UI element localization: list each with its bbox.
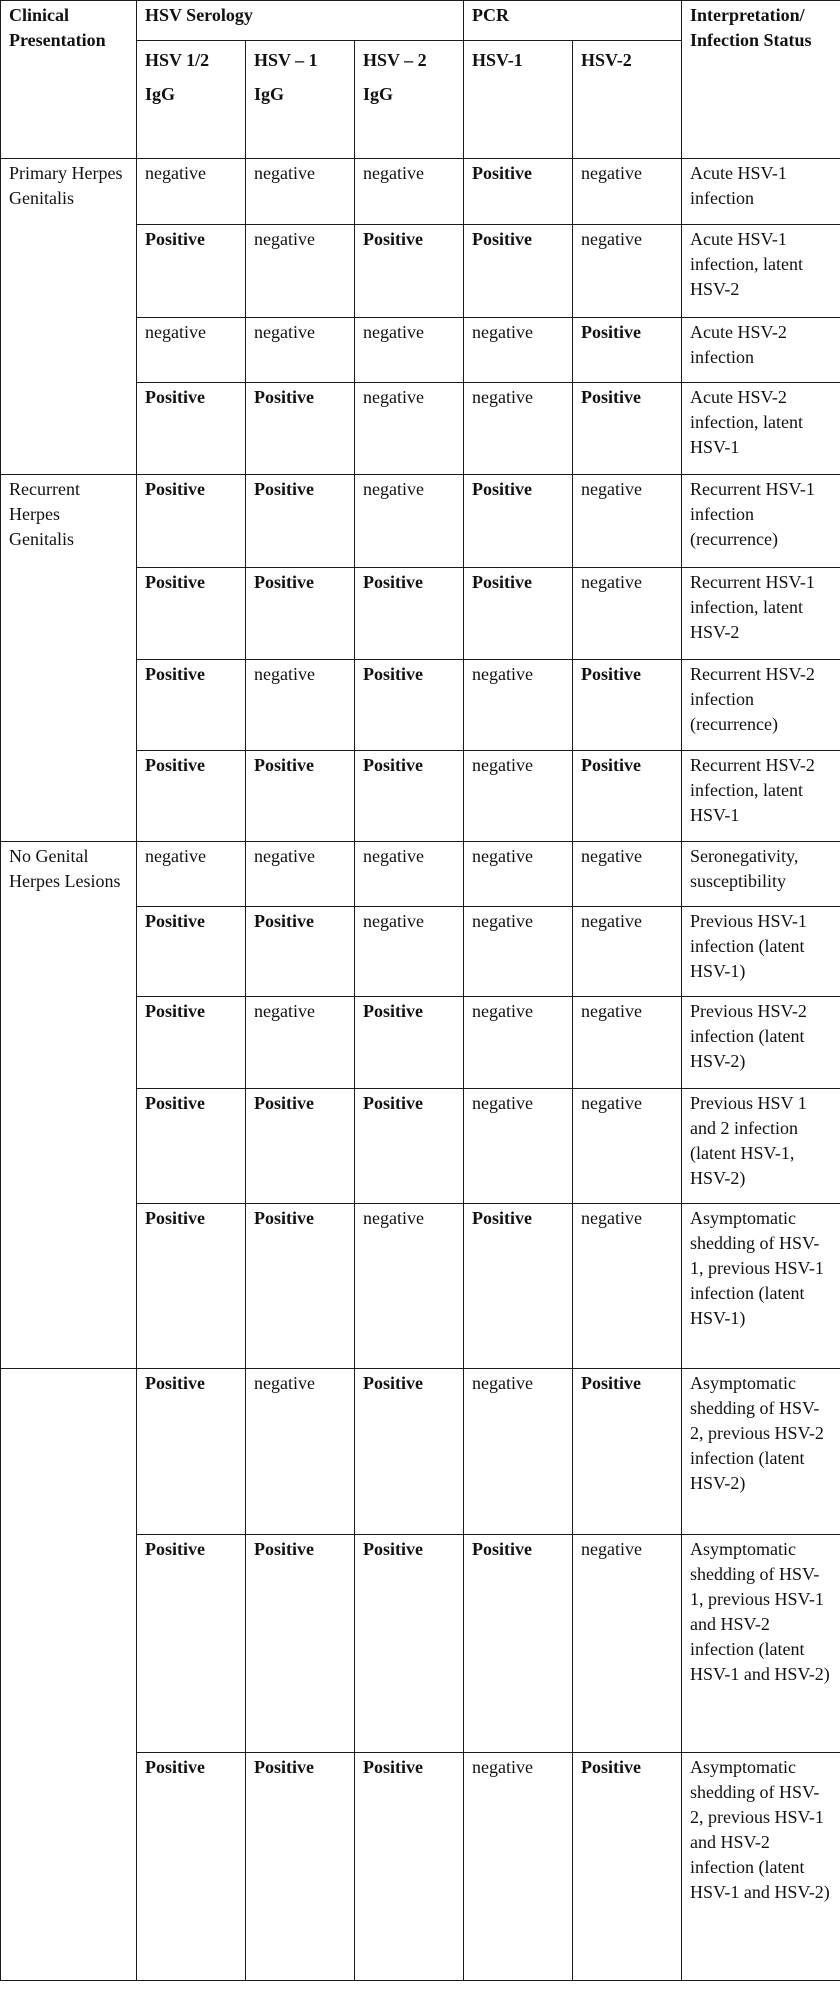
hsv1-igg-cell: Positive — [246, 568, 355, 660]
pcr-hsv1-cell: negative — [464, 1369, 573, 1535]
hsv2-igg-cell: Positive — [355, 1089, 464, 1204]
hsv12-igg-cell: Positive — [137, 475, 246, 568]
interpretation-cell: Acute HSV-2 infection — [682, 318, 840, 383]
pcr-hsv1-cell: negative — [464, 751, 573, 842]
pcr-hsv2-cell: Positive — [573, 1753, 682, 1981]
pcr-hsv1-cell: negative — [464, 1753, 573, 1981]
clinical-presentation-cell: Recurrent Herpes Genitalis — [1, 475, 137, 842]
pcr-hsv1-cell: Positive — [464, 475, 573, 568]
hsv2-igg-cell: Positive — [355, 997, 464, 1089]
hsv1-igg-cell: negative — [246, 225, 355, 318]
hsv2-igg-cell: Positive — [355, 1753, 464, 1981]
pcr-hsv1-cell: Positive — [464, 225, 573, 318]
pcr-hsv1-cell: negative — [464, 660, 573, 751]
hsv2-igg-cell: Positive — [355, 225, 464, 318]
hsv1-igg-cell: negative — [246, 842, 355, 907]
pcr-hsv2-cell: Positive — [573, 751, 682, 842]
pcr-hsv2-cell: Positive — [573, 660, 682, 751]
hsv2-igg-cell: negative — [355, 907, 464, 997]
clinical-presentation-cell: Primary Herpes Genitalis — [1, 159, 137, 475]
pcr-hsv1-cell: Positive — [464, 568, 573, 660]
table-body — [1, 159, 840, 1981]
pcr-hsv1-cell: negative — [464, 842, 573, 907]
header-pcr-hsv1: HSV-1 — [464, 41, 573, 159]
interpretation-cell: Asymptomatic shedding of HSV-2, previous HSV-2 infection (latent HSV-2) — [682, 1369, 840, 1535]
header-pcr-hsv2: HSV-2 — [573, 41, 682, 159]
header-clinical-presentation: Clinical Presentation — [1, 1, 137, 159]
hsv1-igg-cell: Positive — [246, 383, 355, 475]
header-hsv-serology: HSV Serology — [137, 1, 464, 41]
interpretation-cell: Previous HSV-2 infection (latent HSV-2) — [682, 997, 840, 1089]
pcr-hsv2-cell: negative — [573, 568, 682, 660]
pcr-hsv2-cell: Positive — [573, 318, 682, 383]
pcr-hsv2-cell: negative — [573, 997, 682, 1089]
interpretation-cell: Asymptomatic shedding of HSV-1, previous HSV-1 and HSV-2 infection (latent HSV-1 and HSV-2) — [682, 1535, 840, 1753]
hsv2-igg-cell: negative — [355, 475, 464, 568]
hsv2-igg-cell: negative — [355, 159, 464, 225]
pcr-hsv2-cell: Positive — [573, 1369, 682, 1535]
pcr-hsv2-cell: negative — [573, 907, 682, 997]
header-hsv1-igg: HSV – 1 IgG — [246, 41, 355, 159]
pcr-hsv2-cell: negative — [573, 475, 682, 568]
pcr-hsv1-cell: negative — [464, 1089, 573, 1204]
pcr-hsv2-cell: negative — [573, 159, 682, 225]
pcr-hsv1-cell: negative — [464, 907, 573, 997]
pcr-hsv2-cell: negative — [573, 1089, 682, 1204]
hsv12-igg-cell: negative — [137, 842, 246, 907]
pcr-hsv1-cell: Positive — [464, 1535, 573, 1753]
hsv12-igg-cell: Positive — [137, 660, 246, 751]
pcr-hsv1-cell: Positive — [464, 159, 573, 225]
clinical-presentation-cell: No Genital Herpes Lesions — [1, 842, 137, 1369]
hsv12-igg-cell: negative — [137, 318, 246, 383]
hsv12-igg-cell: Positive — [137, 1204, 246, 1369]
interpretation-cell: Recurrent HSV-2 infection (recurrence) — [682, 660, 840, 751]
pcr-hsv2-cell: negative — [573, 842, 682, 907]
hsv2-igg-cell: negative — [355, 318, 464, 383]
hsv2-igg-cell: negative — [355, 842, 464, 907]
hsv1-igg-cell: negative — [246, 660, 355, 751]
pcr-hsv1-cell: negative — [464, 318, 573, 383]
interpretation-cell: Recurrent HSV-2 infection, latent HSV-1 — [682, 751, 840, 842]
hsv12-igg-cell: Positive — [137, 568, 246, 660]
interpretation-cell: Asymptomatic shedding of HSV-2, previous HSV-1 and HSV-2 infection (latent HSV-1 and HSV-2) — [682, 1753, 840, 1981]
hsv12-igg-cell: Positive — [137, 225, 246, 318]
hsv2-igg-cell: Positive — [355, 660, 464, 751]
header-interpretation: Interpretation/ Infection Status — [682, 1, 840, 159]
interpretation-cell: Acute HSV-2 infection, latent HSV-1 — [682, 383, 840, 475]
hsv12-igg-cell: Positive — [137, 997, 246, 1089]
hsv1-igg-cell: negative — [246, 159, 355, 225]
pcr-hsv2-cell: negative — [573, 1535, 682, 1753]
hsv12-igg-cell: Positive — [137, 383, 246, 475]
hsv1-igg-cell: Positive — [246, 475, 355, 568]
hsv12-igg-cell: Positive — [137, 1369, 246, 1535]
pcr-hsv1-cell: negative — [464, 997, 573, 1089]
hsv1-igg-cell: Positive — [246, 1089, 355, 1204]
hsv2-igg-cell: Positive — [355, 751, 464, 842]
table-row — [1, 159, 840, 225]
header-pcr: PCR — [464, 1, 682, 41]
clinical-presentation-cell — [1, 1369, 137, 1981]
pcr-hsv1-cell: Positive — [464, 1204, 573, 1369]
hsv12-igg-cell: Positive — [137, 1089, 246, 1204]
interpretation-cell: Seronegativity, susceptibility — [682, 842, 840, 907]
hsv1-igg-cell: Positive — [246, 1535, 355, 1753]
hsv2-igg-cell: Positive — [355, 1369, 464, 1535]
table-row — [1, 842, 840, 907]
pcr-hsv2-cell: negative — [573, 1204, 682, 1369]
interpretation-cell: Recurrent HSV-1 infection, latent HSV-2 — [682, 568, 840, 660]
hsv1-igg-cell: Positive — [246, 751, 355, 842]
hsv12-igg-cell: Positive — [137, 907, 246, 997]
hsv12-igg-cell: Positive — [137, 1753, 246, 1981]
hsv1-igg-cell: Positive — [246, 907, 355, 997]
hsv2-igg-cell: Positive — [355, 1535, 464, 1753]
interpretation-cell: Previous HSV 1 and 2 infection (latent HSV-1, HSV-2) — [682, 1089, 840, 1204]
hsv1-igg-cell: negative — [246, 1369, 355, 1535]
hsv2-igg-cell: negative — [355, 383, 464, 475]
hsv12-igg-cell: negative — [137, 159, 246, 225]
hsv1-igg-cell: Positive — [246, 1204, 355, 1369]
hsv12-igg-cell: Positive — [137, 751, 246, 842]
header-hsv2-igg: HSV – 2 IgG — [355, 41, 464, 159]
interpretation-cell: Acute HSV-1 infection, latent HSV-2 — [682, 225, 840, 318]
interpretation-cell: Recurrent HSV-1 infection (recurrence) — [682, 475, 840, 568]
interpretation-cell: Asymptomatic shedding of HSV-1, previous HSV-1 infection (latent HSV-1) — [682, 1204, 840, 1369]
interpretation-cell: Previous HSV-1 infection (latent HSV-1) — [682, 907, 840, 997]
hsv2-igg-cell: negative — [355, 1204, 464, 1369]
table-row — [1, 475, 840, 568]
interpretation-cell: Acute HSV-1 infection — [682, 159, 840, 225]
hsv1-igg-cell: Positive — [246, 1753, 355, 1981]
table-header — [1, 1, 840, 159]
pcr-hsv1-cell: negative — [464, 383, 573, 475]
hsv2-igg-cell: Positive — [355, 568, 464, 660]
hsv12-igg-cell: Positive — [137, 1535, 246, 1753]
header-hsv12-igg: HSV 1/2 IgG — [137, 41, 246, 159]
hsv1-igg-cell: negative — [246, 318, 355, 383]
table-row — [1, 1369, 840, 1535]
pcr-hsv2-cell: Positive — [573, 383, 682, 475]
pcr-hsv2-cell: negative — [573, 225, 682, 318]
hsv1-igg-cell: negative — [246, 997, 355, 1089]
